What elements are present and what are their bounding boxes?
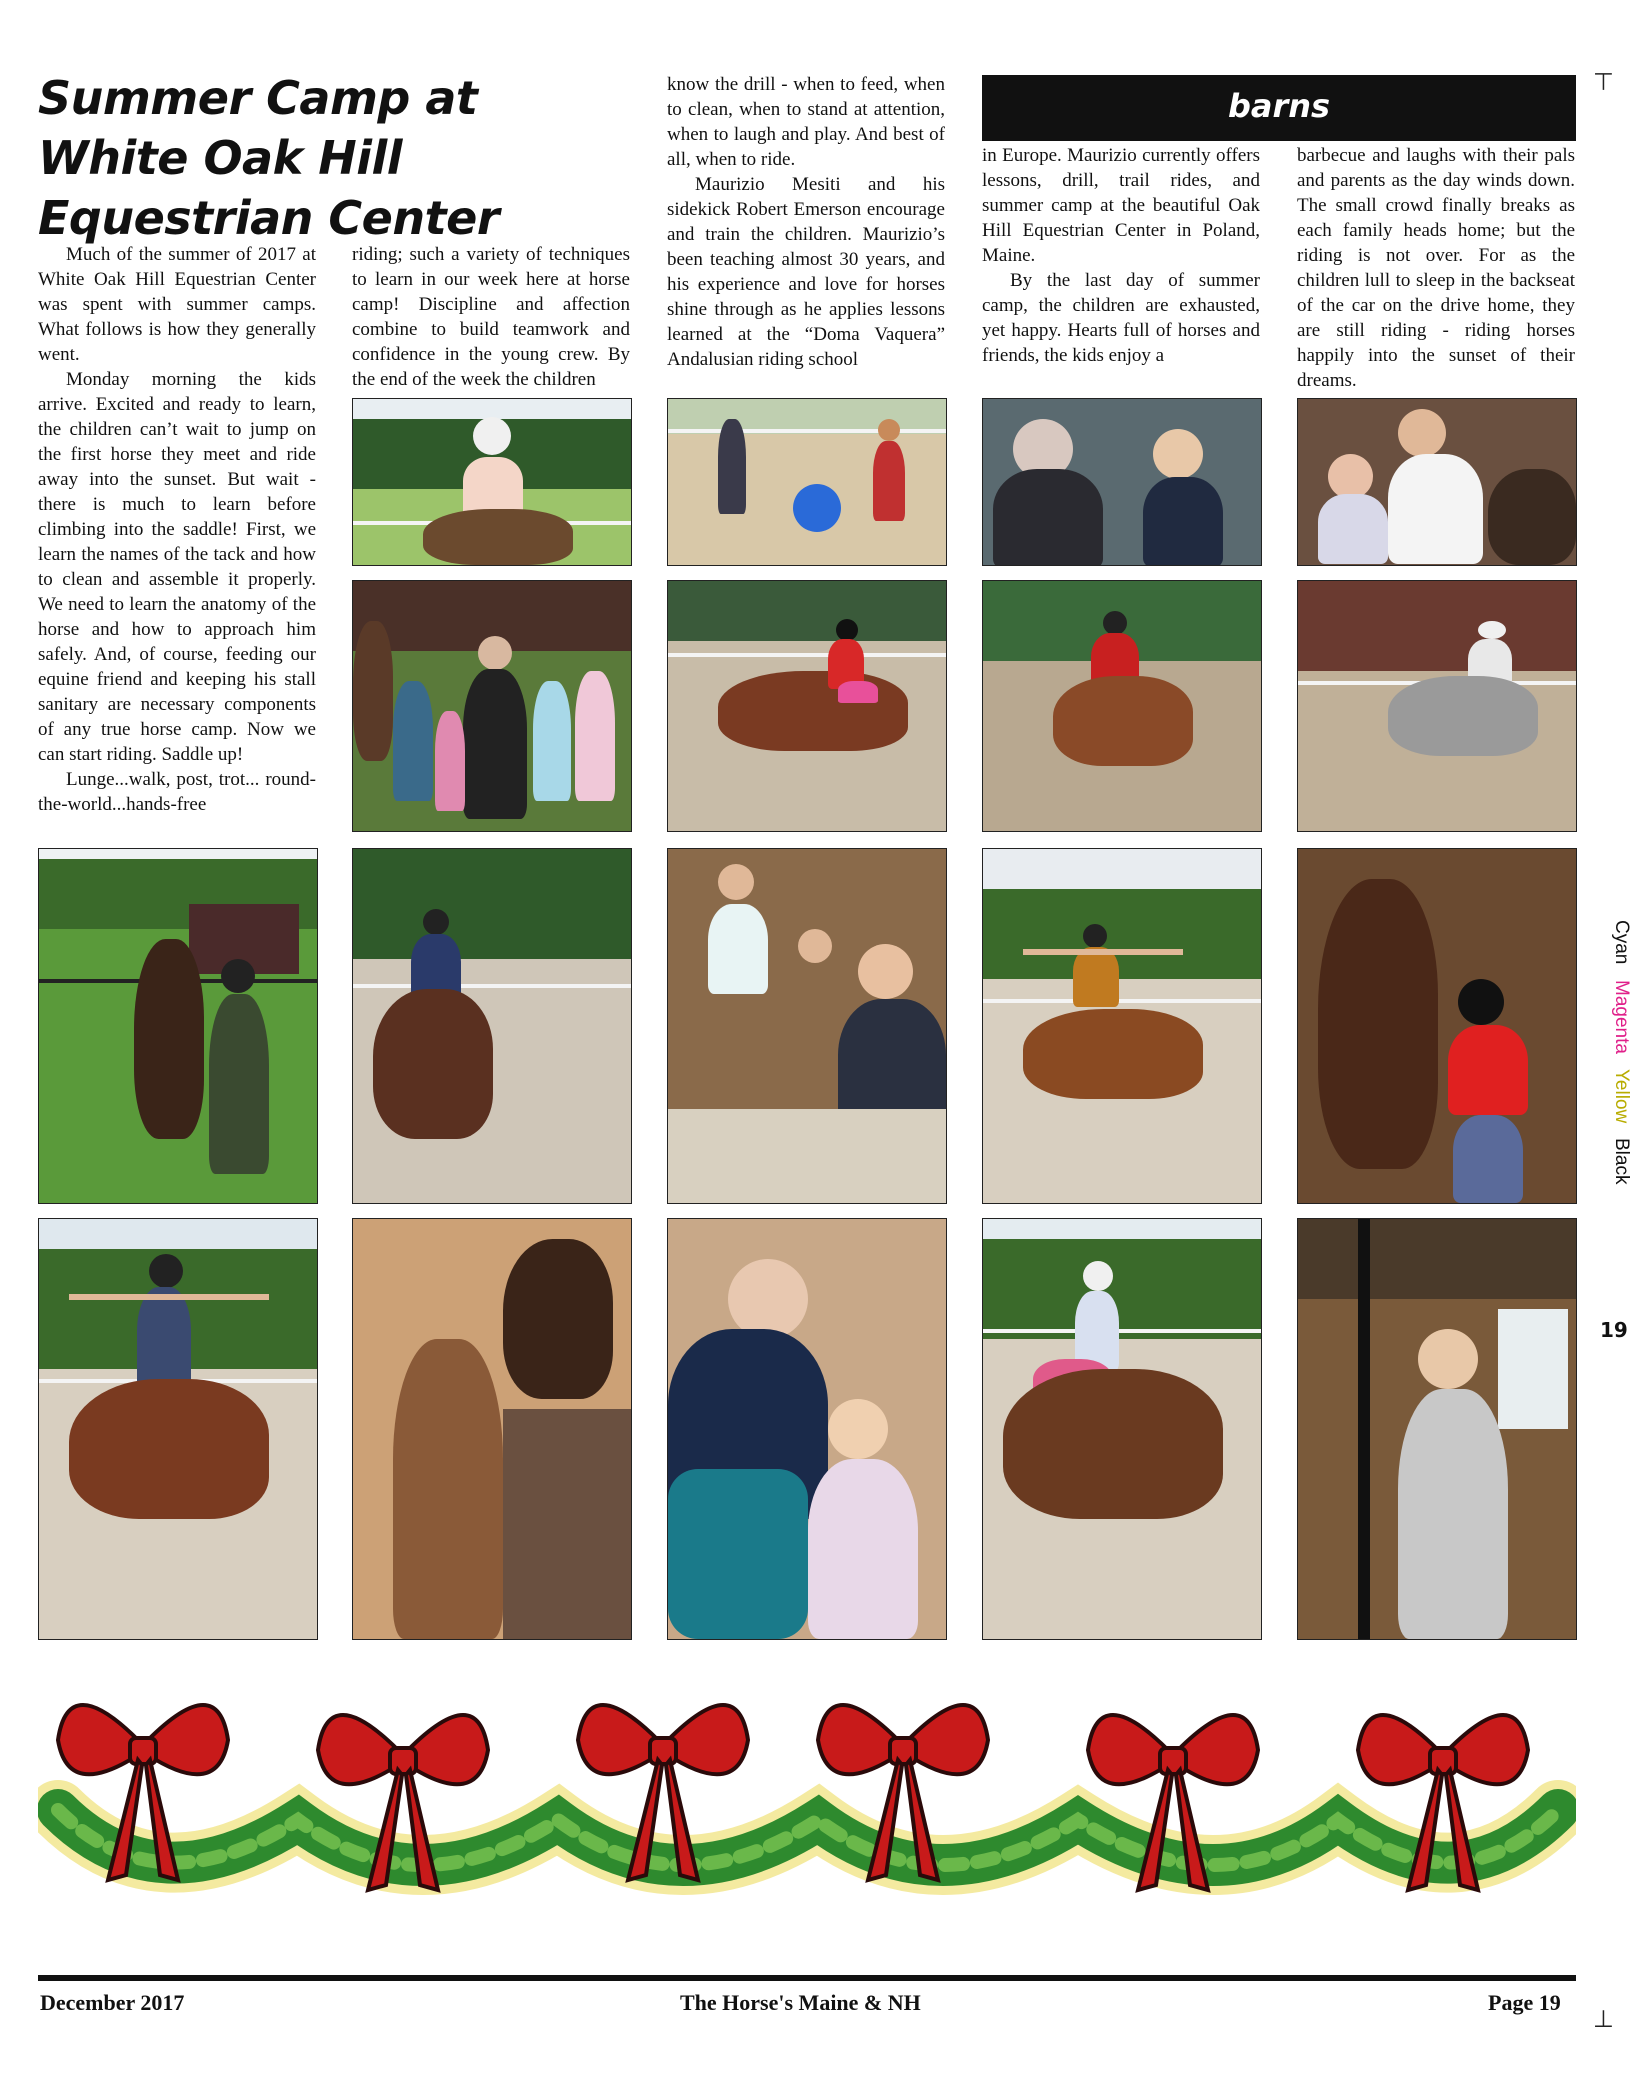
photo-instructor-and-boy [982, 398, 1262, 566]
photo-rider-red-jacket [982, 580, 1262, 832]
cyan-label: Cyan [1611, 920, 1632, 965]
article-paragraph: know the drill - when to feed, when to clean, when to stand at attention, when to laugh and play. And best of all, when to ride. [667, 74, 945, 170]
photo-boys-cleaning-tack [667, 848, 947, 1204]
color-registration-strip [1602, 920, 1632, 1200]
photo-round-the-world-exercise [982, 848, 1262, 1204]
footer-date: December 2017 [40, 1990, 185, 2015]
photo-lunge-lesson [352, 848, 632, 1204]
side-page-number: 19 [1600, 1318, 1628, 1342]
crop-mark-icon: ⊥ [1593, 2005, 1614, 2033]
photo-girl-leading-horse [38, 848, 318, 1204]
photo-boy-on-bay-horse [667, 580, 947, 832]
article-column-2 [352, 242, 630, 392]
article-column-4 [982, 143, 1260, 373]
article-headline: Summer Camp at White Oak Hill Equestrian Center [38, 71, 500, 245]
photo-girl-with-horse-daisy [352, 1218, 632, 1640]
article-paragraph: By the last day of summer camp, the children are exhausted, yet happy. Hearts full of horses and friends, the kids enjoy a [982, 270, 1260, 366]
footer-rule [38, 1975, 1576, 1981]
article-paragraph: Lunge...walk, post, trot... round-the-world...hands-free [38, 769, 316, 815]
article-column-5 [1297, 143, 1575, 393]
article-column-1 [38, 242, 316, 842]
article-paragraph: riding; such a variety of techniques to learn in our week here at horse camp! Discipline and affection combine to build teamwork and confidence in the young crew. By the end of the week the children [352, 244, 630, 390]
magenta-label: Magenta [1611, 979, 1632, 1054]
article-paragraph: in Europe. Maurizio currently offers lessons, drill, trail rides, and summer camp at the beautiful Oak Hill Equestrian Center in Poland, Maine. [982, 145, 1260, 266]
article-paragraph: Monday morning the kids arrive. Excited and ready to learn, the children can’t wait to jump on the first horse they meet and ride away into the sunset. But wait - there is much to learn before climbing into the saddle! First, we learn the names of the tack and how to clean and assemble it properly. We need to learn the anatomy of the horse and how to approach him safely. And, of course, feeding our equine friend and keeping his stall sanitary are necessary components of any true horse camp. Now we can start riding. Saddle up! [38, 369, 316, 765]
photo-girl-riding-helmet [352, 398, 632, 566]
footer-publication: The Horse's Maine & NH [680, 1990, 921, 2015]
photo-group-portrait [352, 580, 632, 832]
photo-feeding-cart [667, 398, 947, 566]
crop-mark-icon: ⊤ [1593, 68, 1614, 96]
black-label: Black [1611, 1138, 1632, 1185]
article-paragraph: Maurizio Mesiti and his sidekick Robert Emerson encourage and train the children. Maurizio’s been teaching almost 30 years, and his experience and love for horses shine through as he applies lessons learned at the “Doma Vaquera” Andalusian riding school [667, 174, 945, 370]
photo-woman-with-bridle [1297, 1218, 1577, 1640]
section-banner: barns [982, 75, 1576, 141]
footer-page-number: Page 19 [1488, 1990, 1561, 2015]
article-paragraph: barbecue and laughs with their pals and parents as the day winds down. The small crowd finally breaks as each family heads home; but the riding is not over. For as the children lull to sleep in the backseat of the car on the drive home, they are still riding - riding horses happily into the sunset of their dreams. [1297, 145, 1575, 391]
article-paragraph: Much of the summer of 2017 at White Oak Hill Equestrian Center was spent with summer camps. What follows is how they generally went. [38, 244, 316, 365]
photo-cowboy-on-grey-horse [1297, 580, 1577, 832]
photo-tack-lesson [1297, 398, 1577, 566]
holiday-garland-illustration [38, 1660, 1576, 1930]
photo-instructor-saddle-girl [667, 1218, 947, 1640]
photo-hands-free-riding [38, 1218, 318, 1640]
photo-boy-with-horse-in-stall [1297, 848, 1577, 1204]
article-column-3 [667, 72, 945, 372]
photo-young-girl-on-horse [982, 1218, 1262, 1640]
yellow-label: Yellow [1611, 1068, 1632, 1124]
